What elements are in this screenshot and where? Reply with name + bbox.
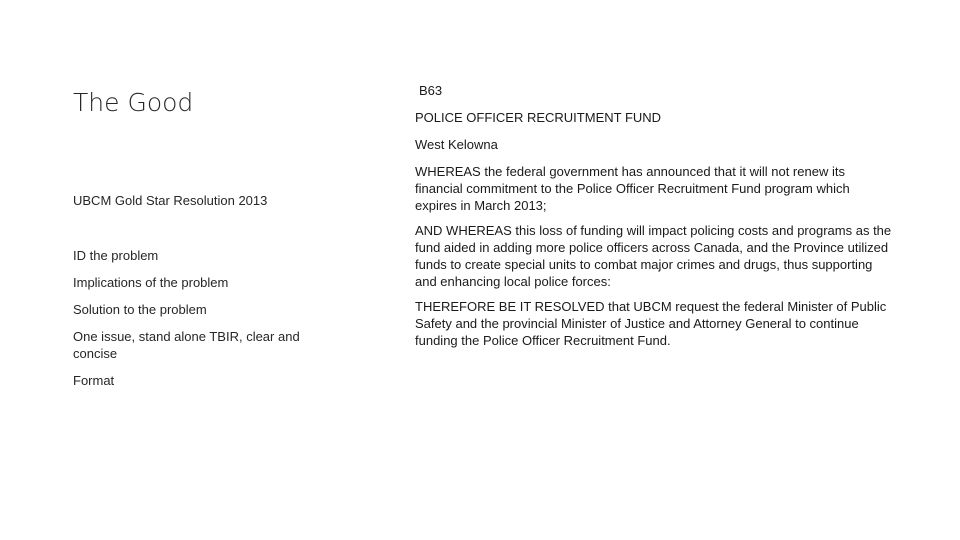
list-item: Format [73,373,115,388]
whereas-clause-2: AND WHEREAS this loss of funding will impact policing costs and programs as the fund aided in adding more police officers across Canada, and the Province utilized funds to create special units to combat major crimes and drugs, thus supporting and enhancing local police forces: [415,223,892,289]
resolution-heading: POLICE OFFICER RECRUITMENT FUND [415,110,662,125]
criteria-list [73,192,335,389]
list-item: One issue, stand alone TBIR, clear and concise [73,329,300,361]
whereas-clause-1: WHEREAS the federal government has announced that it will not renew its financial commitment to the Police Officer Recruitment Fund program which expires in March 2013; [415,164,850,213]
resolved-clause: THEREFORE BE IT RESOLVED that UBCM request the federal Minister of Public Safety and the provincial Minister of Justice and Attorney General to continue funding the Police Officer Recruitment Fund. [415,299,887,348]
list-item: Implications of the problem [73,275,229,290]
resolution-subtitle: UBCM Gold Star Resolution 2013 [73,193,268,208]
list-item: Solution to the problem [73,302,207,317]
resolution-sponsor: West Kelowna [415,137,498,152]
list-item: ID the problem [73,248,159,263]
resolution-text [415,82,895,357]
slide-title: The Good [73,88,194,117]
resolution-number: B63 [419,83,443,98]
